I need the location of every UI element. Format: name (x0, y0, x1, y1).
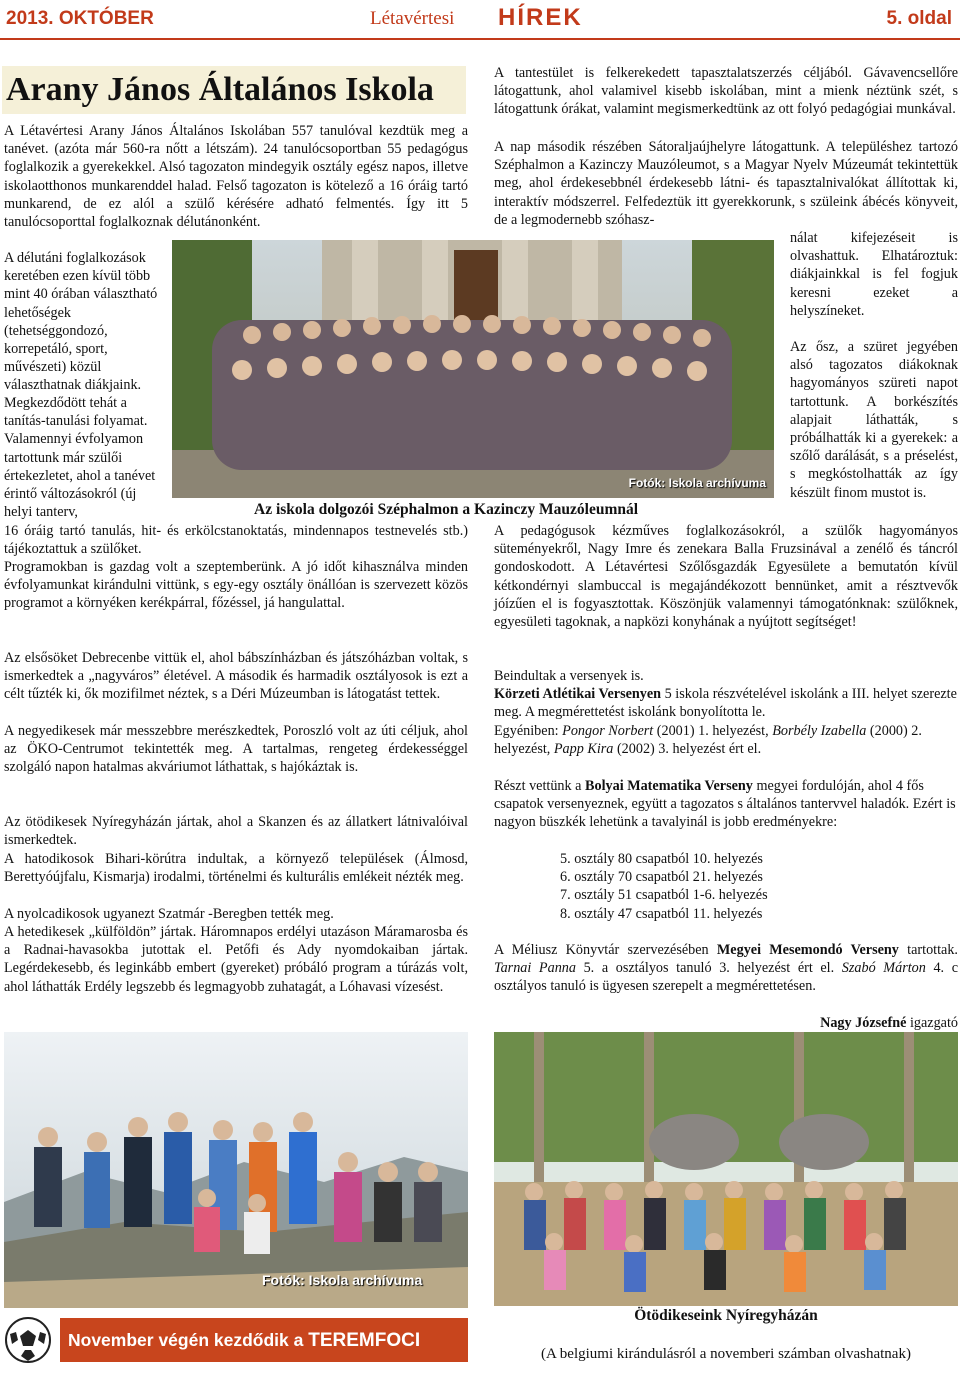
banner-highlight: TEREMFOCI (308, 1330, 421, 1351)
athletics-text: 5 iskola részvételével iskolánk a III. helyet szerezte meg. A megmérettetést iskolánk bonyolította le. (494, 686, 957, 721)
zoo-trip-photo (494, 1032, 958, 1306)
competitions-intro: Beindultak a versenyek is. (494, 668, 644, 684)
winner-2-result: (2000) 2. helyezést, (494, 722, 922, 757)
result-item: 6. osztály 70 csapatból 21. helyezés (560, 869, 763, 886)
fifth-graders-paragraph: Az ötödikesek Nyíregyházán jártak, ahol a Skanzen és az állatkert látnivalóival ismerkedtek. (4, 814, 468, 849)
afternoon-paragraph: A délutáni foglalkozások keretében ezen kívül több mint 40 órában választható lehetőségek (tehetséggondozó, korrepetáló, sport, művészeti) közül választhatnak diákjaink. (4, 250, 158, 394)
bolyai-results-list (494, 850, 958, 923)
staff-trip-paragraph: A tantestület is felkerekedett tapasztalatszerzés céljából. Gávavencsellőre látogattunk, ahol valamivel kisebb iskolában, mint a mienk néztünk szét, s látogattunk órákat, valamint megismerkedtünk az ott folyó pedagógiai munkával. (494, 65, 958, 118)
staff-photo-caption: Az iskola dolgozói Széphalmon a Kazinczy Mauzóleumnál (254, 501, 639, 518)
trip-photo-credit: Fotók: Iskola archívuma (262, 1272, 423, 1288)
mountain-photo-illustration (4, 1032, 468, 1308)
meeting-paragraph: Megkezdődött tehát a tanítás-tanulási folyamat. Valamennyi évfolyamon tartottunk már szülői értekezletet, ahol a tanévet érintő változásokról (új helyi tanterv, (4, 395, 156, 521)
storytelling-title: Megyei Mesemondó Verseny (716, 942, 899, 958)
athletics-title: Körzeti Atlétikai Versenyen (494, 686, 662, 703)
harvest-day-paragraph: Az ősz, a szüret jegyében alsó tagozatos diákoknak hagyományos szüreti napot tartottunk. A borkészítés alapjait láthatták, s próbálhatták ki a gyerekek: a szőlő darálását, s a préselést, s megkóstolhatták az így készült finom mustot is. (790, 339, 958, 501)
signature-name: Nagy Józsefné (820, 1015, 907, 1031)
storytelling-text-b: tartottak. (898, 942, 958, 958)
meeting-paragraph-cont: 16 óráig tartó tanulás, hit- és erkölcstanoktatás, mindennapos testnevelés stb.) tájékoztattuk a szülőket. (4, 523, 468, 558)
issue-date: 2013. OKTÓBER (6, 8, 154, 29)
sixth-graders-paragraph: A hatodikosok Bihari-körútra indultak, a környező települések (Álmosd, Berettyóújfalu, Kismarja) irodalmi, történelmi és kulturális emlékeit nézték meg. (4, 851, 468, 886)
storyteller-1-result: 5. a osztályos tanuló 3. helyezést ért el. (575, 960, 842, 977)
result-item: 8. osztály 47 csapatból 11. helyezés (560, 905, 763, 922)
mountain-trip-photo (4, 1032, 468, 1308)
result-item: 5. osztály 80 csapatból 10. helyezés (560, 851, 763, 867)
paper-name: HÍREK (498, 4, 583, 31)
signature (494, 1014, 958, 1032)
result-item: 7. osztály 51 csapatból 1-6. helyezés (560, 887, 768, 904)
page-number: 5. oldal (886, 8, 952, 29)
seventh-graders-paragraph: A hetedikesek „külföldön” jártak. Háromnapos erdélyi utazáson Máramarosba és a Radnai-havasokba jutottak el. Petőfi és Ady nyomdokaiban jártak. Legérdekesebb, és leginkább embert (gyereket) próbáló program a túrázás volt, ahol láthatták Erdély legszebb és legmagyobb zuhatagát, a Lóhavasi vízesést. (4, 924, 468, 995)
winner-3-result: (2002) 3. helyezést ért el. (613, 740, 762, 757)
paper-town: Létavértesi (370, 8, 455, 29)
staff-photo-credit: Fotók: Iskola archívuma (628, 476, 766, 490)
storytelling-paragraph (494, 941, 958, 996)
first-graders-paragraph: Az elsősöket Debrecenbe vittük el, ahol bábszínházban és játszóházban voltak, s ismerkedtek a „nagyváros” életével. A második és harmadik osztályosok is ezt a célt tűzték ki, ők mozifilmet néztek, s a Déri Múzeumban is látogatást tettek. (4, 650, 468, 703)
bolyai-text-a: Részt vettünk a (494, 778, 586, 794)
bolyai-title: Bolyai Matematika Verseny (585, 778, 753, 794)
fourth-graders-paragraph: A negyedikesek már messzebbre merészkedtek, Poroszló volt az úti céljuk, ahol az ÖKO-Centrumot tekintették meg. A tartalmas, rengeteg érdekességgel szolgáló napon hatalmas akváriumot láthattak, s hajókáztak is. (4, 723, 468, 776)
signature-role: igazgató (906, 1015, 958, 1031)
bolyai-text-b: megyei fordulóján, ahol 4 fős csapatok versenyeznek, együtt a tagozatos s általános tantervvel haladók. Ezért is nagyon büszkék lehetünk a tavalyinál is jobb eredményekre: (494, 778, 956, 831)
language-museum-paragraph-cont: nálat kifejezéseit is olvashattuk. Elhatároztuk: diákjainkkal is fel fogjuk keresni ezeket a helyszíneket. (790, 230, 958, 319)
intro-paragraph: A Létavértesi Arany János Általános Iskolában 557 tanulóval kezdtük meg a tanévet. (azóta már 560-ra nőtt a létszám). 24 tanulócsoportban 55 pedagógus foglalkozik a gyerekekkel. Alsó tagozaton mindegyik osztály egész napos, illetve iskolaotthonos munkarenddel halad. Felső tagozaton is kötelező a 16 óráig tartó munkarend, de ez alól a szülő kérésére adható felmentés. Így itt 5 tanulócsoporttal foglalkoznak délutánonként. (4, 123, 468, 231)
belgium-trip-note: (A belgiumi kirándulásról a novemberi számban olvashatnak) (541, 1346, 911, 1362)
zoo-photo-illustration (494, 1032, 958, 1306)
winner-2: Borbély Izabella (772, 722, 867, 739)
storyteller-1: Tarnai Panna (494, 960, 576, 977)
bolyai-paragraph (494, 777, 958, 832)
storytelling-text-a: A Méliusz Könyvtár szervezésében (494, 942, 717, 958)
banner-text: November végén kezdődik a (68, 1330, 304, 1350)
football-icon (4, 1316, 52, 1364)
winner-1: Pongor Norbert (562, 722, 654, 739)
winner-1-result: (2001) 1. helyezést, (653, 722, 773, 739)
article-title-box (2, 66, 466, 114)
staff-photo-illustration (172, 240, 774, 498)
article-title: Arany János Általános Iskola (6, 71, 434, 108)
storyteller-2-result: 4. c osztályos tanuló is ügyesen szerepelt a megmérettetésen. (494, 960, 958, 995)
mausoleum-paragraph: A nap második részében Sátoraljaújhelyre látogattunk. A településhez tartozó Széphalmon a Kazinczy Mauzóleumot, s a Magyar Nyelv Múzeumát tekintettük meg, ahol érdekesebbnél érdekesebb látni- és tapasztalnivalókat állítottak ki, interaktív módszerrel. Felfedeztük itt gyerekkorunk, s szüleink ábécés könyveit, de a legmodernebb szóhasz- (494, 139, 958, 228)
thanks-paragraph: A pedagógusok kézműves foglalkozásokról, a szülők hagyományos süteményekről, Nagy Imre és zenekara Balla Fruzsinával a zenélő és táncról gondoskodott. A Létavértesi Szőlősgazdák Egyesülete a bemutatón kívül kétkondérnyi slambuccal is megajándékozott bennünket, amit a résztvevők jóízűen el is fogyasztottak. Köszönjük valamennyi támogatónknak: szülőknek, egyesületi tagoknak, a napközi konyhának a nyújtott segítséget! (494, 523, 958, 631)
eighth-graders-paragraph: A nyolcadikosok ugyanezt Szatmár -Beregben tették meg. (4, 906, 334, 922)
individual-label: Egyéniben: (494, 722, 563, 739)
program-paragraph: Programokban is gazdag volt a szeptemberünk. A jó időt kihasználva minden évfolyamunkat kirándulni vittünk, s egy-egy osztály önállóan is szervezett közös programot a környéken kerékpárral, főzéssel, já hangulattal. (4, 559, 468, 612)
zoo-photo-caption: Ötödikeseink Nyíregyházán (634, 1307, 818, 1324)
athletics-paragraph (494, 667, 958, 758)
staff-group-photo (172, 240, 774, 498)
futsal-banner (60, 1318, 468, 1362)
page-header (0, 0, 960, 40)
winner-3: Papp Kira (553, 740, 614, 757)
storyteller-2: Szabó Márton (841, 960, 926, 977)
